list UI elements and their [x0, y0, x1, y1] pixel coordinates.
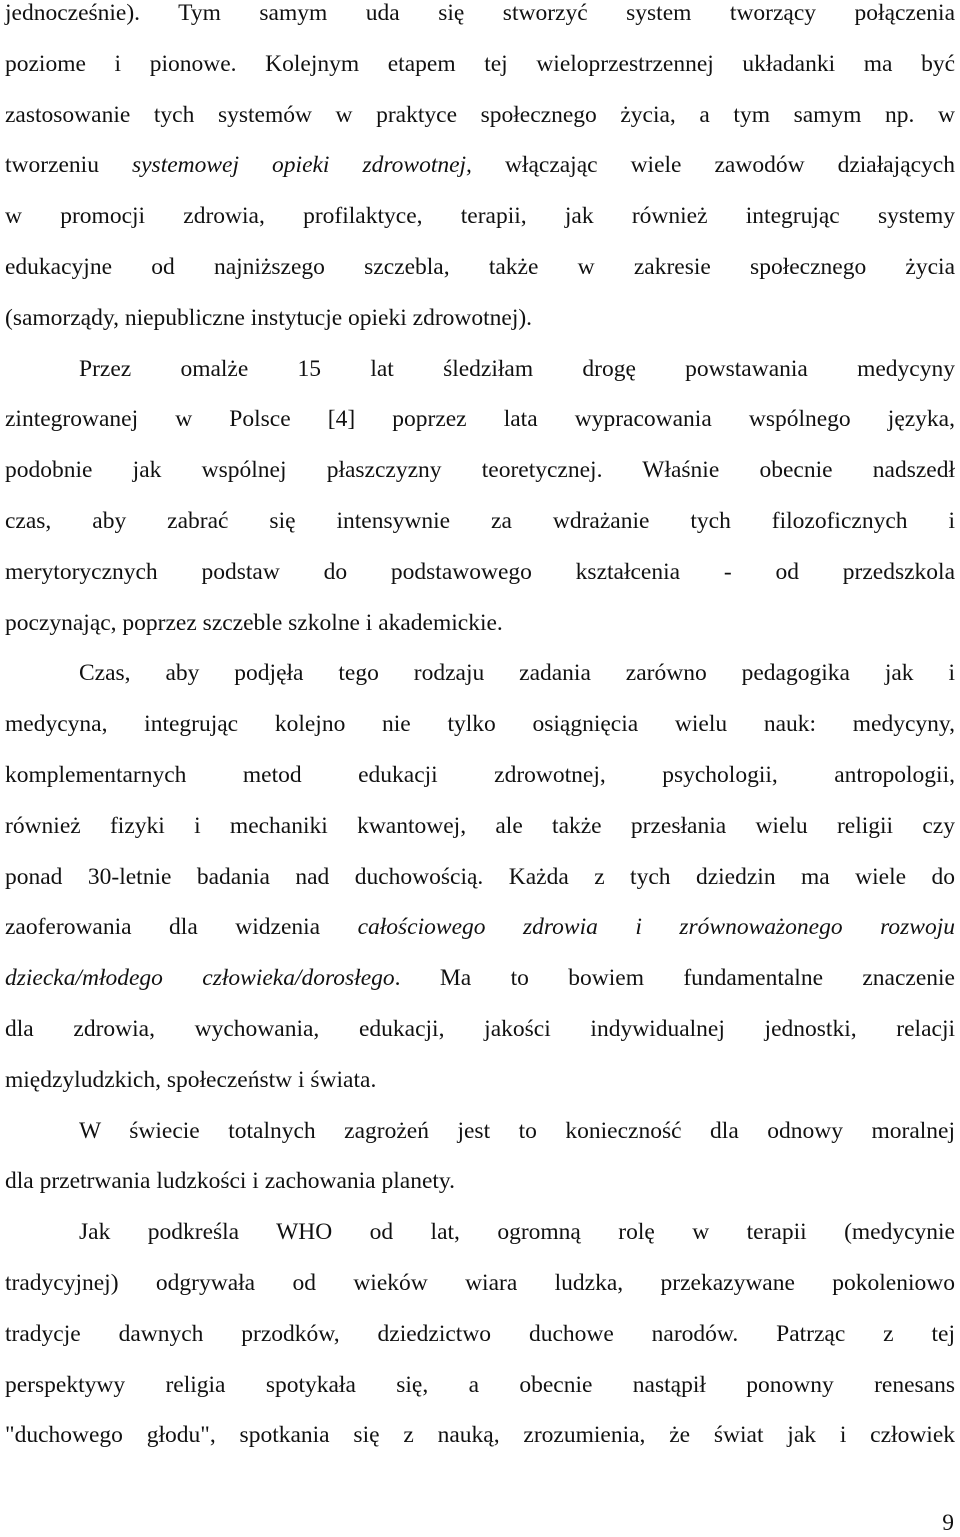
text-line: Jak podkreśla WHO od lat, ogromną rolę w terapii (medycynie: [79, 1219, 955, 1246]
text-line: dla przetrwania ludzkości i zachowania planety.: [5, 1168, 455, 1195]
text-line: międzyludzkich, społeczeństw i świata.: [5, 1066, 377, 1093]
text-line: komplementarnych metod edukacji zdrowotnej, psychologii, antropologii,: [5, 761, 955, 788]
text-line: poziome i pionowe. Kolejnym etapem tej wieloprzestrzennej układanki ma być: [5, 50, 955, 77]
italic-term: systemowej opieki zdrowotnej,: [131, 152, 472, 179]
text-line: W świecie totalnych zagrożeń jest to konieczność dla odnowy moralnej: [79, 1117, 955, 1144]
text-line: Czas, aby podjęła tego rodzaju zadania zarówno pedagogika jak i: [79, 660, 955, 687]
text-line: czas, aby zabrać się intensywnie za wdrażanie tych filozoficznych i: [5, 507, 955, 534]
text-line: Przez omalże 15 lat śledziłam drogę powstawania medycyny: [79, 355, 955, 382]
text-line: również fizyki i mechaniki kwantowej, ale także przesłania wielu religii czy: [5, 812, 955, 839]
text-line: poczynając, poprzez szczeble szkolne i akademickie.: [5, 609, 503, 636]
italic-term: całościowego zdrowia i zrównoważonego rozwoju: [357, 914, 955, 941]
text-line: "duchowego głodu", spotkania się z nauką, zrozumienia, że świat jak i człowiek: [5, 1422, 955, 1449]
paragraph-2: [5, 344, 955, 649]
text-line: zintegrowanej w Polsce [4] poprzez lata wypracowania wspólnego języka,: [5, 406, 955, 433]
text-line: medycyna, integrując kolejno nie tylko osiągnięcia wielu nauk: medycyny,: [5, 711, 955, 738]
text-line: zaoferowania dla widzenia całościowego zdrowia i zrównoważonego rozwoju: [5, 914, 955, 941]
paragraph-1: [5, 0, 955, 344]
text-line: tradycyjnej) odgrywała od wieków wiara ludzka, przekazywane pokoleniowo: [5, 1269, 955, 1296]
document-page: [5, 0, 955, 1461]
paragraph-5: [5, 1207, 955, 1461]
text-line: tradycje dawnych przodków, dziedzictwo duchowe narodów. Patrząc z tej: [5, 1320, 955, 1347]
text-line: ponad 30-letnie badania nad duchowością. Każda z tych dziedzin ma wiele do: [5, 863, 955, 890]
text-line: tworzeniu systemowej opieki zdrowotnej, włączając wiele zawodów działających: [5, 152, 955, 179]
text-line: jednocześnie). Tym samym uda się stworzyć system tworzący połączenia: [5, 0, 955, 26]
text-line: w promocji zdrowia, profilaktyce, terapii, jak również integrując systemy: [5, 203, 955, 230]
page-number: 9: [942, 1510, 954, 1536]
text-line: merytorycznych podstaw do podstawowego kształcenia - od przedszkola: [5, 558, 955, 585]
paragraph-4: [5, 1106, 955, 1208]
text-line: zastosowanie tych systemów w praktyce społecznego życia, a tym samym np. w: [5, 101, 955, 128]
text-line: dziecka/młodego człowieka/dorosłego. Ma to bowiem fundamentalne znaczenie: [5, 965, 955, 992]
paragraph-3: [5, 648, 955, 1105]
text-line: (samorządy, niepubliczne instytucje opieki zdrowotnej).: [5, 304, 533, 331]
text-line: perspektywy religia spotykała się, a obecnie nastąpił ponowny renesans: [5, 1371, 955, 1398]
italic-term: dziecka/młodego człowieka/dorosłego: [5, 965, 395, 992]
text-line: podobnie jak wspólnej płaszczyzny teoretycznej. Właśnie obecnie nadszedł: [5, 457, 955, 484]
text-line: edukacyjne od najniższego szczebla, także w zakresie społecznego życia: [5, 253, 955, 280]
text-line: dla zdrowia, wychowania, edukacji, jakości indywidualnej jednostki, relacji: [5, 1015, 955, 1042]
